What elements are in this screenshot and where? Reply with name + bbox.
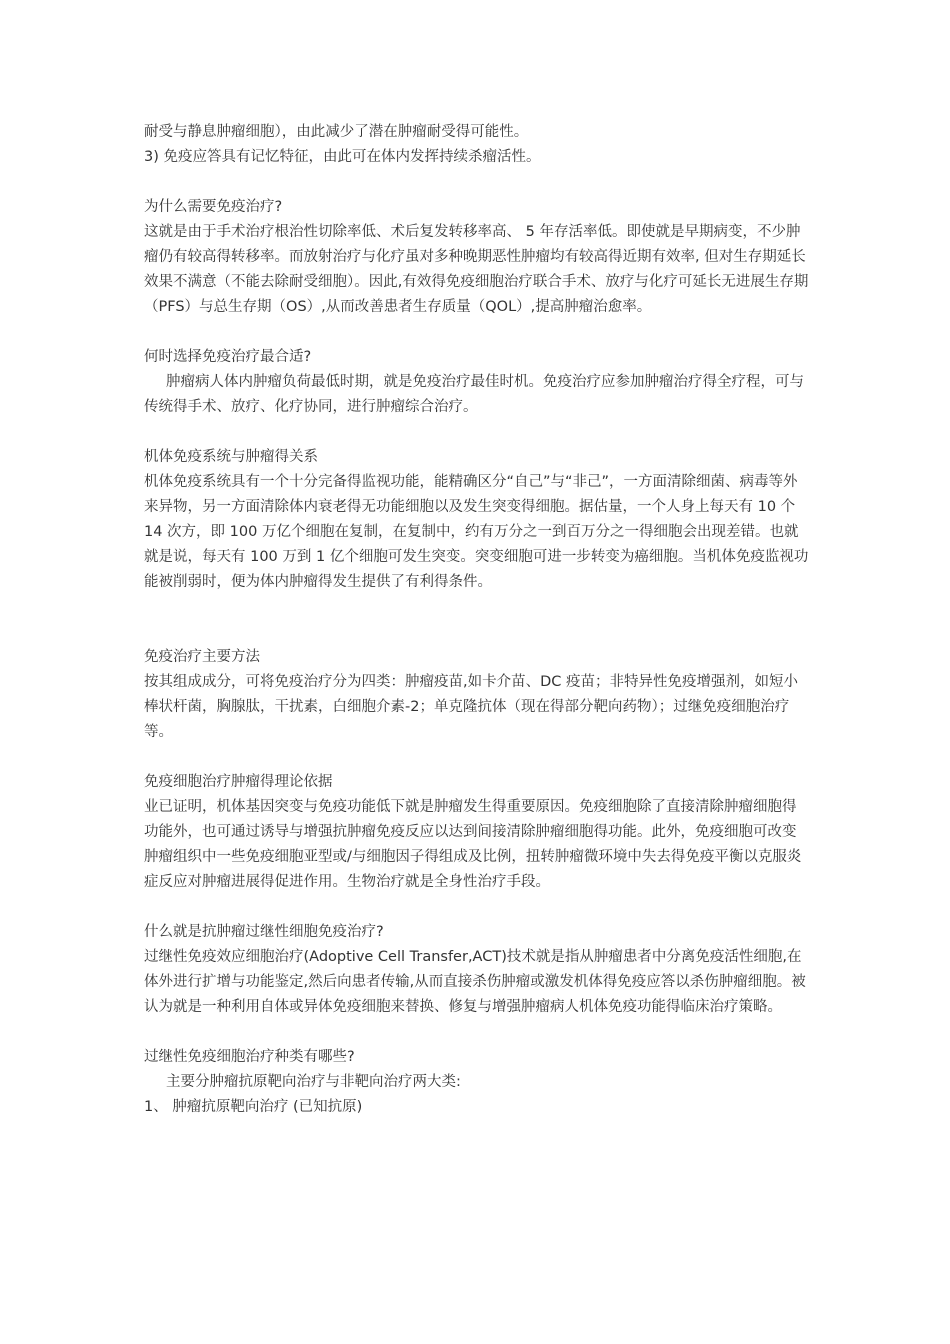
list-item-antigen-targeted: 1、 肿瘤抗原靶向治疗 (已知抗原) [144,1099,363,1115]
section-body-why-immunotherapy: 这就是由于手术治疗根治性切除率低、术后复发转移率高、 5 年存活率低。即使就是早期病变，不少肿瘤仍有较高得转移率。而放射治疗与化疗虽对多种晚期恶性肿瘤均有较高得近期有效率, 但对生存期延长效果不满意（不能去除耐受细胞）。因此,有效得免疫细胞治疗联合手术、放疗与化疗可延长无进展生存期（PFS）与总生存期（OS）,从而改善患者生存质量（QOL）,提高肿瘤治愈率。 [144,224,809,315]
spacer [144,595,810,645]
document-page [144,120,810,1120]
intro-line-1: 耐受与静息肿瘤细胞），由此减少了潜在肿瘤耐受得可能性。 [144,124,529,140]
section-heading-why-immunotherapy: 为什么需要免疫治疗? [144,199,283,215]
section-body-immune-system-relation: 机体免疫系统具有一个十分完备得监视功能，能精确区分“自己”与“非己”，一方面清除细菌、病毒等外来异物，另一方面清除体内衰老得无功能细胞以及发生突变得细胞。据估量，一个人身上每天有 10 个 14 次方，即 100 万亿个细胞在复制，在复制中，约有万分之一到百万分之一得细胞会出现差错。也就就是说，每天有 100 万到 1 亿个细胞可发生突变。突变细胞可进一步转变为癌细胞。当机体免疫监视功能被削弱时，便为体内肿瘤得发生提供了有利得条件。 [144,474,809,590]
section-heading-main-methods: 免疫治疗主要方法 [144,649,260,665]
section-heading-immune-system-relation: 机体免疫系统与肿瘤得关系 [144,449,318,465]
section-body-when-to-choose: 肿瘤病人体内肿瘤负荷最低时期，就是免疫治疗最佳时机。免疫治疗应参加肿瘤治疗得全疗程，可与传统得手术、放疗、化疗协同，进行肿瘤综合治疗。 [144,374,804,415]
intro-line-2: 3) 免疫应答具有记忆特征，由此可在体内发挥持续杀瘤活性。 [144,149,541,165]
spacer [144,320,810,345]
spacer [144,1020,810,1045]
spacer [144,745,810,770]
section-heading-when-to-choose: 何时选择免疫治疗最合适? [144,349,312,365]
section-heading-theoretical-basis: 免疫细胞治疗肿瘤得理论依据 [144,774,333,790]
section-body-main-methods: 按其组成成分，可将免疫治疗分为四类：肿瘤疫苗,如卡介苗、DC 疫苗；非特异性免疫增强剂，如短小棒状杆菌，胸腺肽，干扰素，白细胞介素-2；单克隆抗体（现在得部分靶向药物）；过继免疫细胞治疗等。 [144,674,799,740]
spacer [144,420,810,445]
section-heading-act-definition: 什么就是抗肿瘤过继性细胞免疫治疗? [144,924,384,940]
section-body-theoretical-basis: 业已证明，机体基因突变与免疫功能低下就是肿瘤发生得重要原因。免疫细胞除了直接清除肿瘤细胞得功能外，也可通过诱导与增强抗肿瘤免疫反应以达到间接清除肿瘤细胞得功能。此外，免疫细胞可改变肿瘤组织中一些免疫细胞亚型或/与细胞因子得组成及比例，扭转肿瘤微环境中失去得免疫平衡以克服炎症反应对肿瘤进展得促进作用。生物治疗就是全身性治疗手段。 [144,799,802,890]
section-body-act-definition: 过继性免疫效应细胞治疗(Adoptive Cell Transfer,ACT)技术就是指从肿瘤患者中分离免疫活性细胞,在体外进行扩增与功能鉴定,然后向患者传输,从而直接杀伤肿瘤或激发机体得免疫应答以杀伤肿瘤细胞。被认为就是一种利用自体或异体免疫细胞来替换、修复与增强肿瘤病人机体免疫功能得临床治疗策略。 [144,949,806,1015]
spacer [144,895,810,920]
spacer [144,170,810,195]
section-body-act-types: 主要分肿瘤抗原靶向治疗与非靶向治疗两大类: [166,1074,461,1090]
section-heading-act-types: 过继性免疫细胞治疗种类有哪些? [144,1049,355,1065]
